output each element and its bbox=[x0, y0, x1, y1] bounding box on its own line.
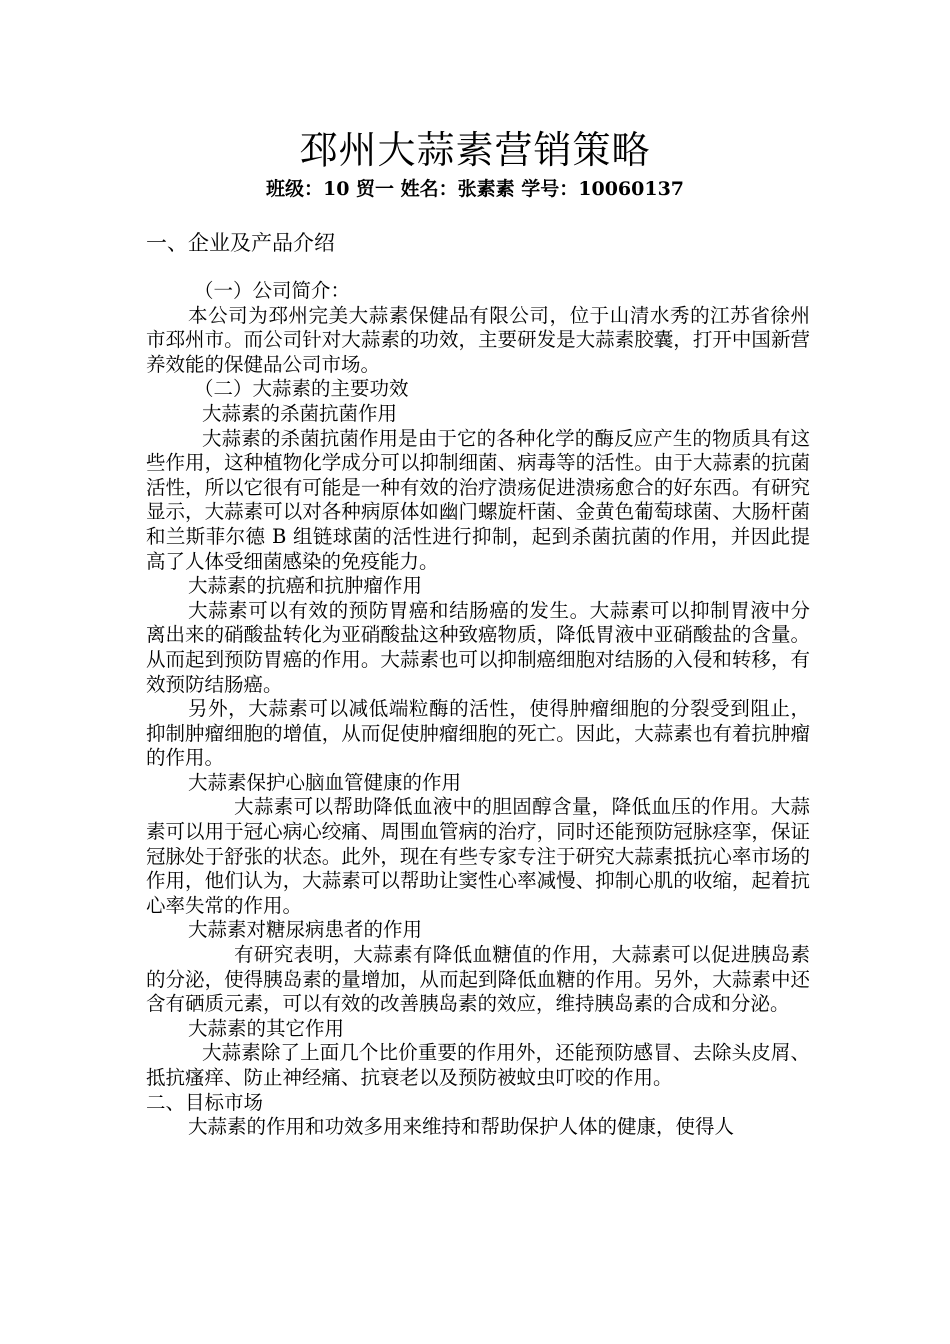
author-info: 班级：10 贸一 姓名：张素素 学号：10060137 bbox=[265, 178, 685, 200]
topic-heading: 大蒜素的其它作用 bbox=[188, 1016, 345, 1040]
paragraph: 本公司为邳州完美大蒜素保健品有限公司，位于山清水秀的江苏省徐州市邳州市。而公司针对大蒜素的功效，主要研发是大蒜素胶囊，打开中国新营养效能的保健品公司市场。 bbox=[146, 303, 810, 376]
paragraph: 大蒜素可以帮助降低血液中的胆固醇含量，降低血压的作用。大蒜素可以用于冠心病心绞痛、周围血管病的治疗，同时还能预防冠脉痉挛，保证冠脉处于舒张的状态。此外，现在有些专家专注于研究大蒜素抵抗心率市场的作用，他们认为，大蒜素可以帮助让窦性心率减慢、抑制心肌的收缩，起着抗心率失常的作用。 bbox=[146, 795, 810, 917]
paragraph: 另外，大蒜素可以减低端粒酶的活性，使得肿瘤细胞的分裂受到阻止，抑制肿瘤细胞的增值，从而促使肿瘤细胞的死亡。因此，大蒜素也有着抗肿瘤的作用。 bbox=[146, 697, 810, 770]
topic-heading: 大蒜素保护心脑血管健康的作用 bbox=[188, 770, 462, 794]
subsection-heading: （一）公司简介： bbox=[194, 279, 351, 302]
paragraph: 大蒜素的作用和功效多用来维持和帮助保护人体的健康，使得人 bbox=[188, 1115, 735, 1139]
paragraph: 有研究表明，大蒜素有降低血糖值的作用，大蒜素可以促进胰岛素的分泌，使得胰岛素的量增加，从而起到降低血糖的作用。另外，大蒜素中还含有硒质元素，可以有效的改善胰岛素的效应，维持胰岛素的合成和分泌。 bbox=[146, 943, 810, 1016]
paragraph: 大蒜素除了上面几个比价重要的作用外，还能预防感冒、去除头皮屑、抵抗瘙痒、防止神经痛、抗衰老以及预防被蚊虫叮咬的作用。 bbox=[146, 1041, 810, 1089]
paragraph: 大蒜素的杀菌抗菌作用是由于它的各种化学的酶反应产生的物质具有这些作用，这种植物化学成分可以抑制细菌、病毒等的活性。由于大蒜素的抗菌活性，所以它很有可能是一种有效的治疗溃疡促进溃疡愈合的好东西。有研究显示，大蒜素可以对各种病原体如幽门螺旋杆菌、金黄色葡萄球菌、大肠杆菌和兰斯菲尔德 B 组链球菌的活性进行抑制，起到杀菌抗菌的作用，并因此提高了人体受细菌感染的免疫能力。 bbox=[146, 426, 810, 573]
section-heading-2: 二、目标市场 bbox=[146, 1090, 264, 1114]
topic-heading: 大蒜素的抗癌和抗肿瘤作用 bbox=[188, 574, 423, 598]
topic-heading: 大蒜素对糖尿病患者的作用 bbox=[188, 918, 423, 942]
document-title: 邳州大蒜素营销策略 bbox=[299, 128, 651, 172]
document-body bbox=[146, 279, 810, 1140]
section-heading-1: 一、企业及产品介绍 bbox=[146, 231, 335, 255]
paragraph: 大蒜素可以有效的预防胃癌和结肠癌的发生。大蒜素可以抑制胃液中分离出来的硝酸盐转化为亚硝酸盐这种致癌物质，降低胃液中亚硝酸盐的含量。从而起到预防胃癌的作用。大蒜素也可以抑制癌细胞对结肠的入侵和转移，有效预防结肠癌。 bbox=[146, 598, 810, 696]
subsection-heading: （二）大蒜素的主要功效 bbox=[194, 377, 409, 401]
topic-heading: 大蒜素的杀菌抗菌作用 bbox=[202, 401, 398, 425]
